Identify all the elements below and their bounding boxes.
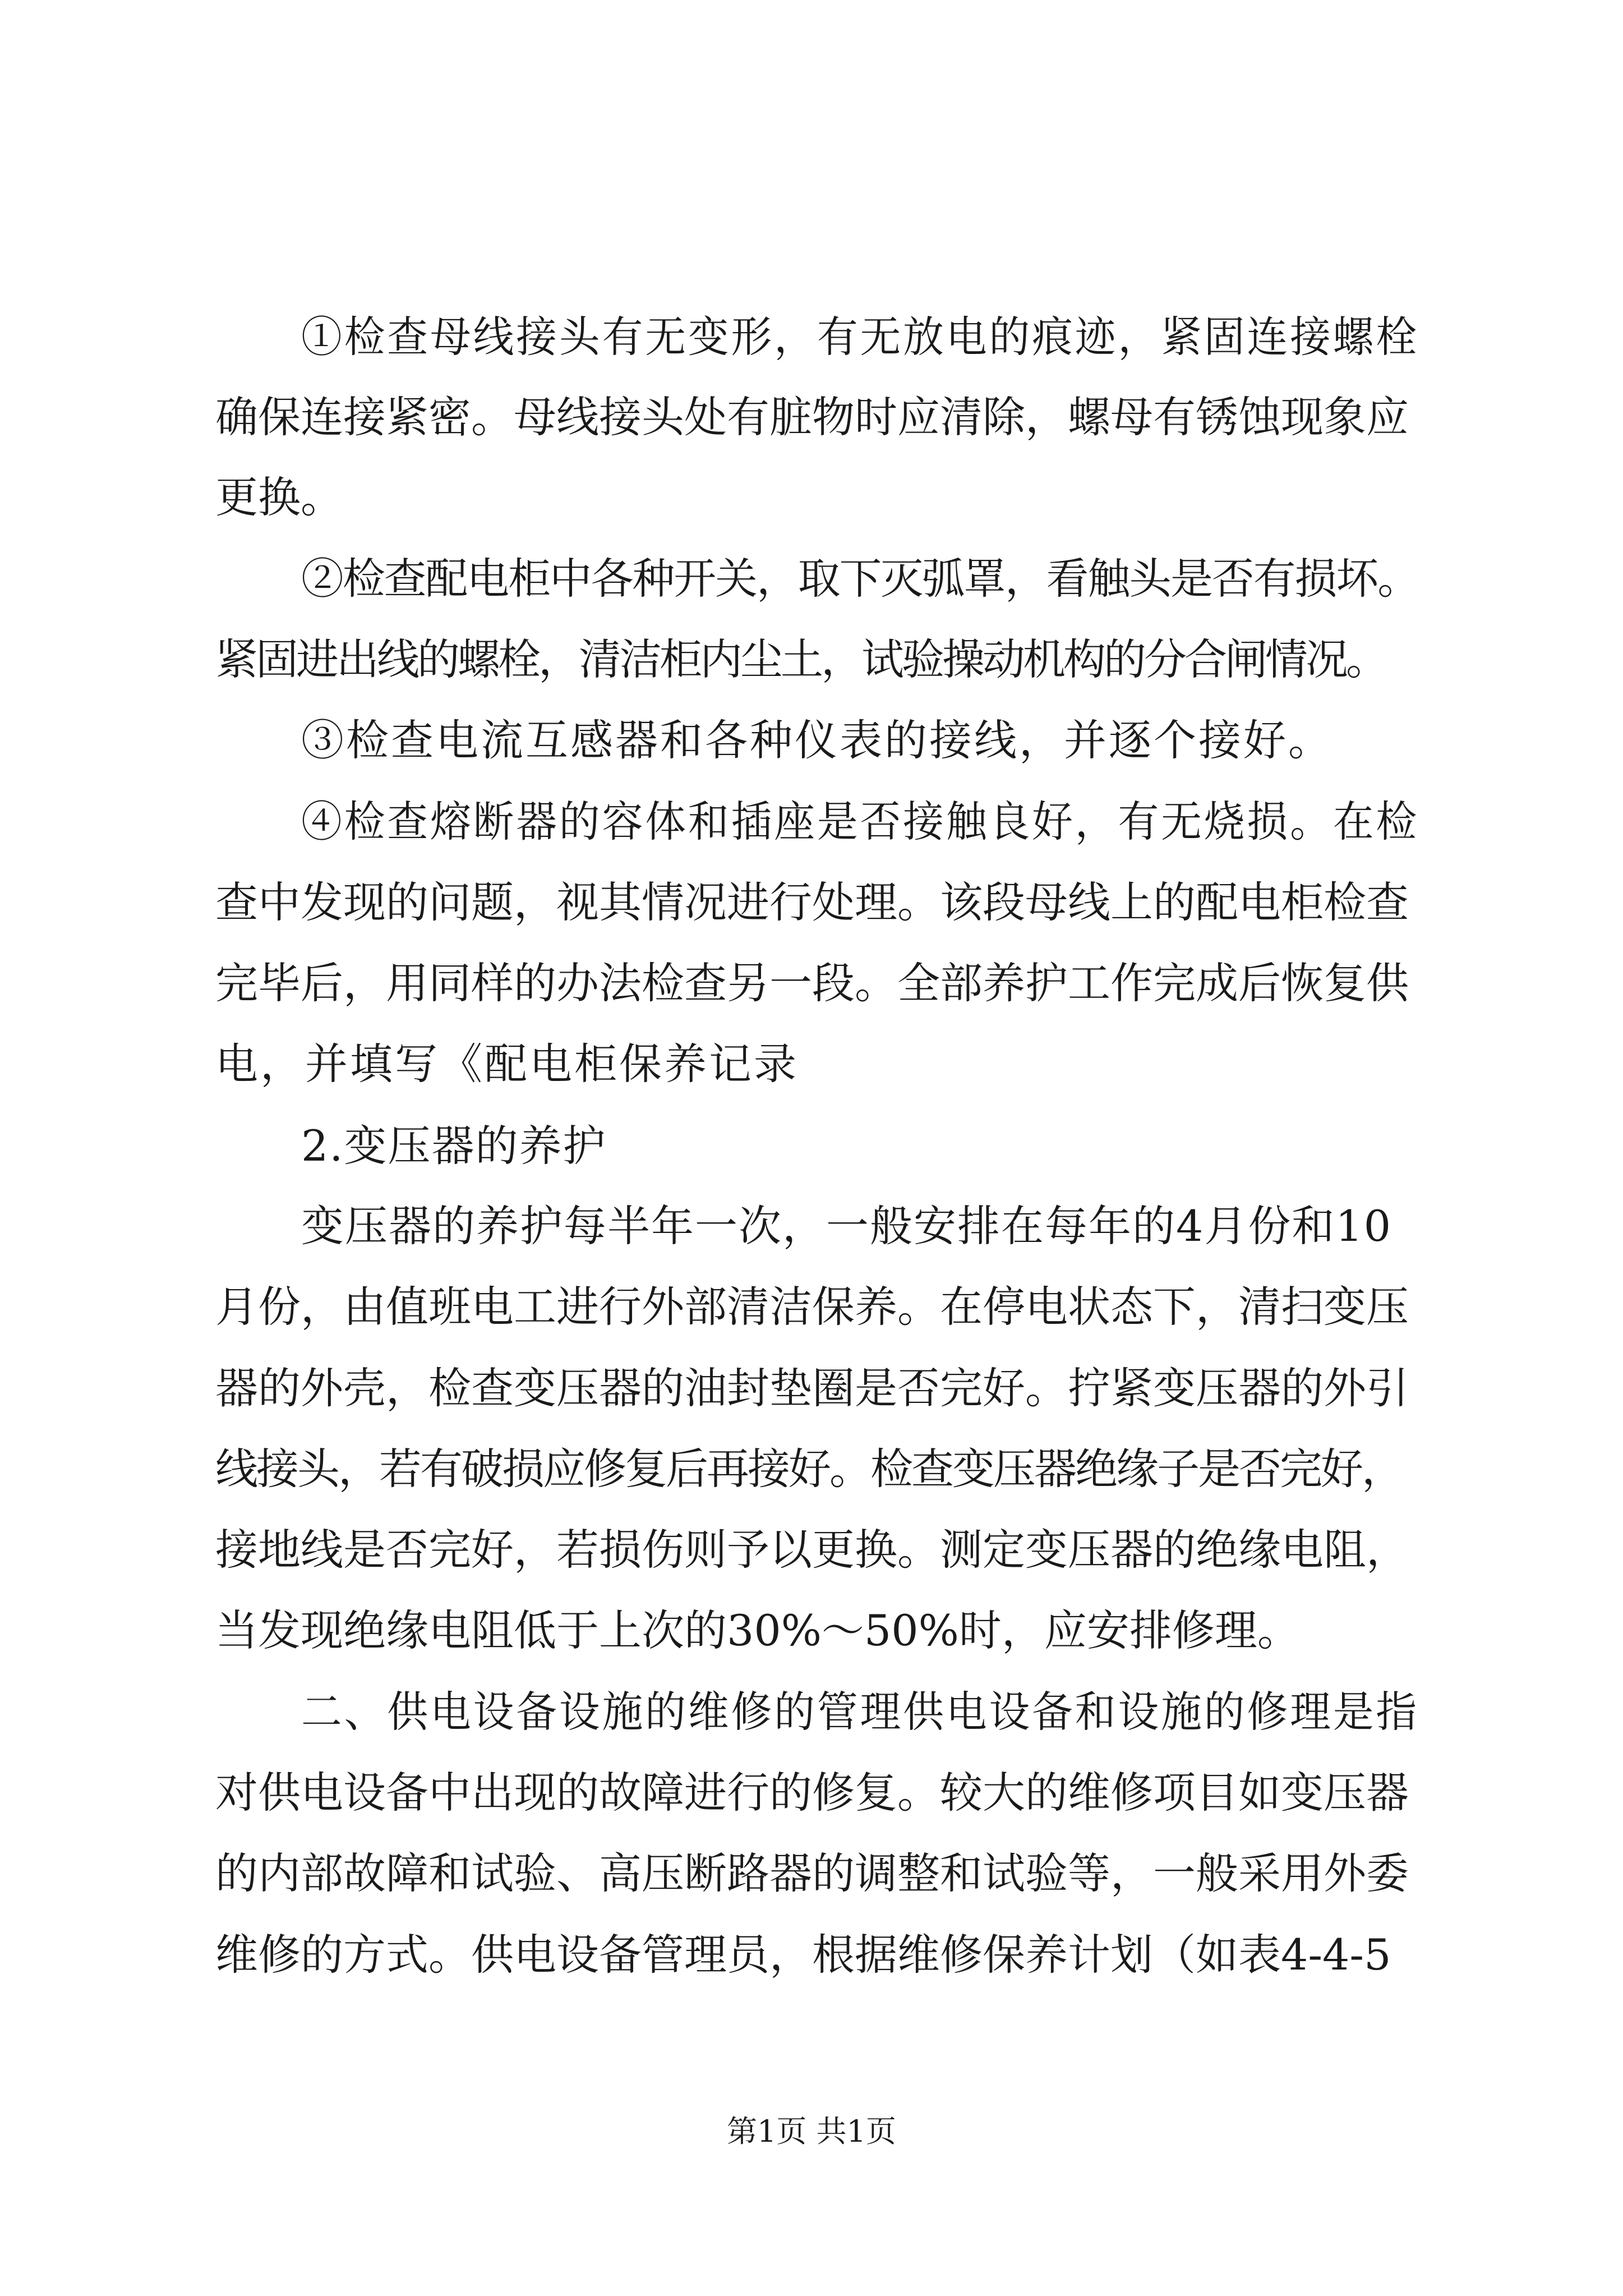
line-text: 更换。 <box>215 472 343 522</box>
line-text: 紧固进出线的螺栓，清洁柜内尘土，试验操动机构的分合闸情况。 <box>215 634 1386 684</box>
line-text: 对供电设备中出现的故障进行的修复。较大的维修项目如变压器 <box>215 1768 1409 1818</box>
line-text: 月份，由值班电工进行外部清洁保养。在停电状态下，清扫变压 <box>215 1282 1409 1332</box>
line-text: 接地线是否完好，若损伤则予以更换。测定变压器的绝缘电阻， <box>215 1525 1409 1575</box>
line-text: ②检查配电柜中各种开关，取下灭弧罩，看触头是否有损坏。 <box>301 554 1419 604</box>
page-number: 第1页 共1页 <box>727 2114 896 2149</box>
line-text: 二、供电设备设施的维修的管理供电设备和设施的修理是指 <box>301 1687 1419 1737</box>
line-text: 查中发现的问题，视其情况进行处理。该段母线上的配电柜检查 <box>215 877 1409 927</box>
line-text: ③检查电流互感器和各种仪表的接线，并逐个接好。 <box>301 715 1333 765</box>
page-footer <box>0 2116 1623 2147</box>
line-text: 变压器的养护每半年一次，一般安排在每年的4月份和10 <box>301 1201 1393 1251</box>
line-text: ①检查母线接头有无变形，有无放电的痕迹，紧固连接螺栓 <box>301 312 1419 362</box>
line-text: 器的外壳，检查变压器的油封垫圈是否完好。拧紧变压器的外引 <box>215 1363 1409 1413</box>
line-text: 完毕后，用同样的办法检查另一段。全部养护工作完成后恢复供 <box>215 958 1409 1008</box>
line-text: 当发现绝缘电阻低于上次的30%～50%时，应安排修理。 <box>215 1605 1300 1655</box>
line-text: 的内部故障和试验、高压断路器的调整和试验等，一般采用外委 <box>215 1848 1409 1898</box>
line-text: 维修的方式。供电设备管理员，根据维修保养计划（如表4-4-5 <box>215 1930 1391 1980</box>
line-text: 电，并填写《配电柜保养记录 <box>215 1039 799 1089</box>
line-text: 线接头，若有破损应修复后再接好。检查变压器绝缘子是否完好， <box>215 1444 1403 1494</box>
line-text: ④检查熔断器的容体和插座是否接触良好，有无烧损。在检 <box>301 797 1419 846</box>
line-text: 2.变压器的养护 <box>301 1121 607 1171</box>
line-text: 确保连接紧密。母线接头处有脏物时应清除，螺母有锈蚀现象应 <box>215 392 1409 442</box>
